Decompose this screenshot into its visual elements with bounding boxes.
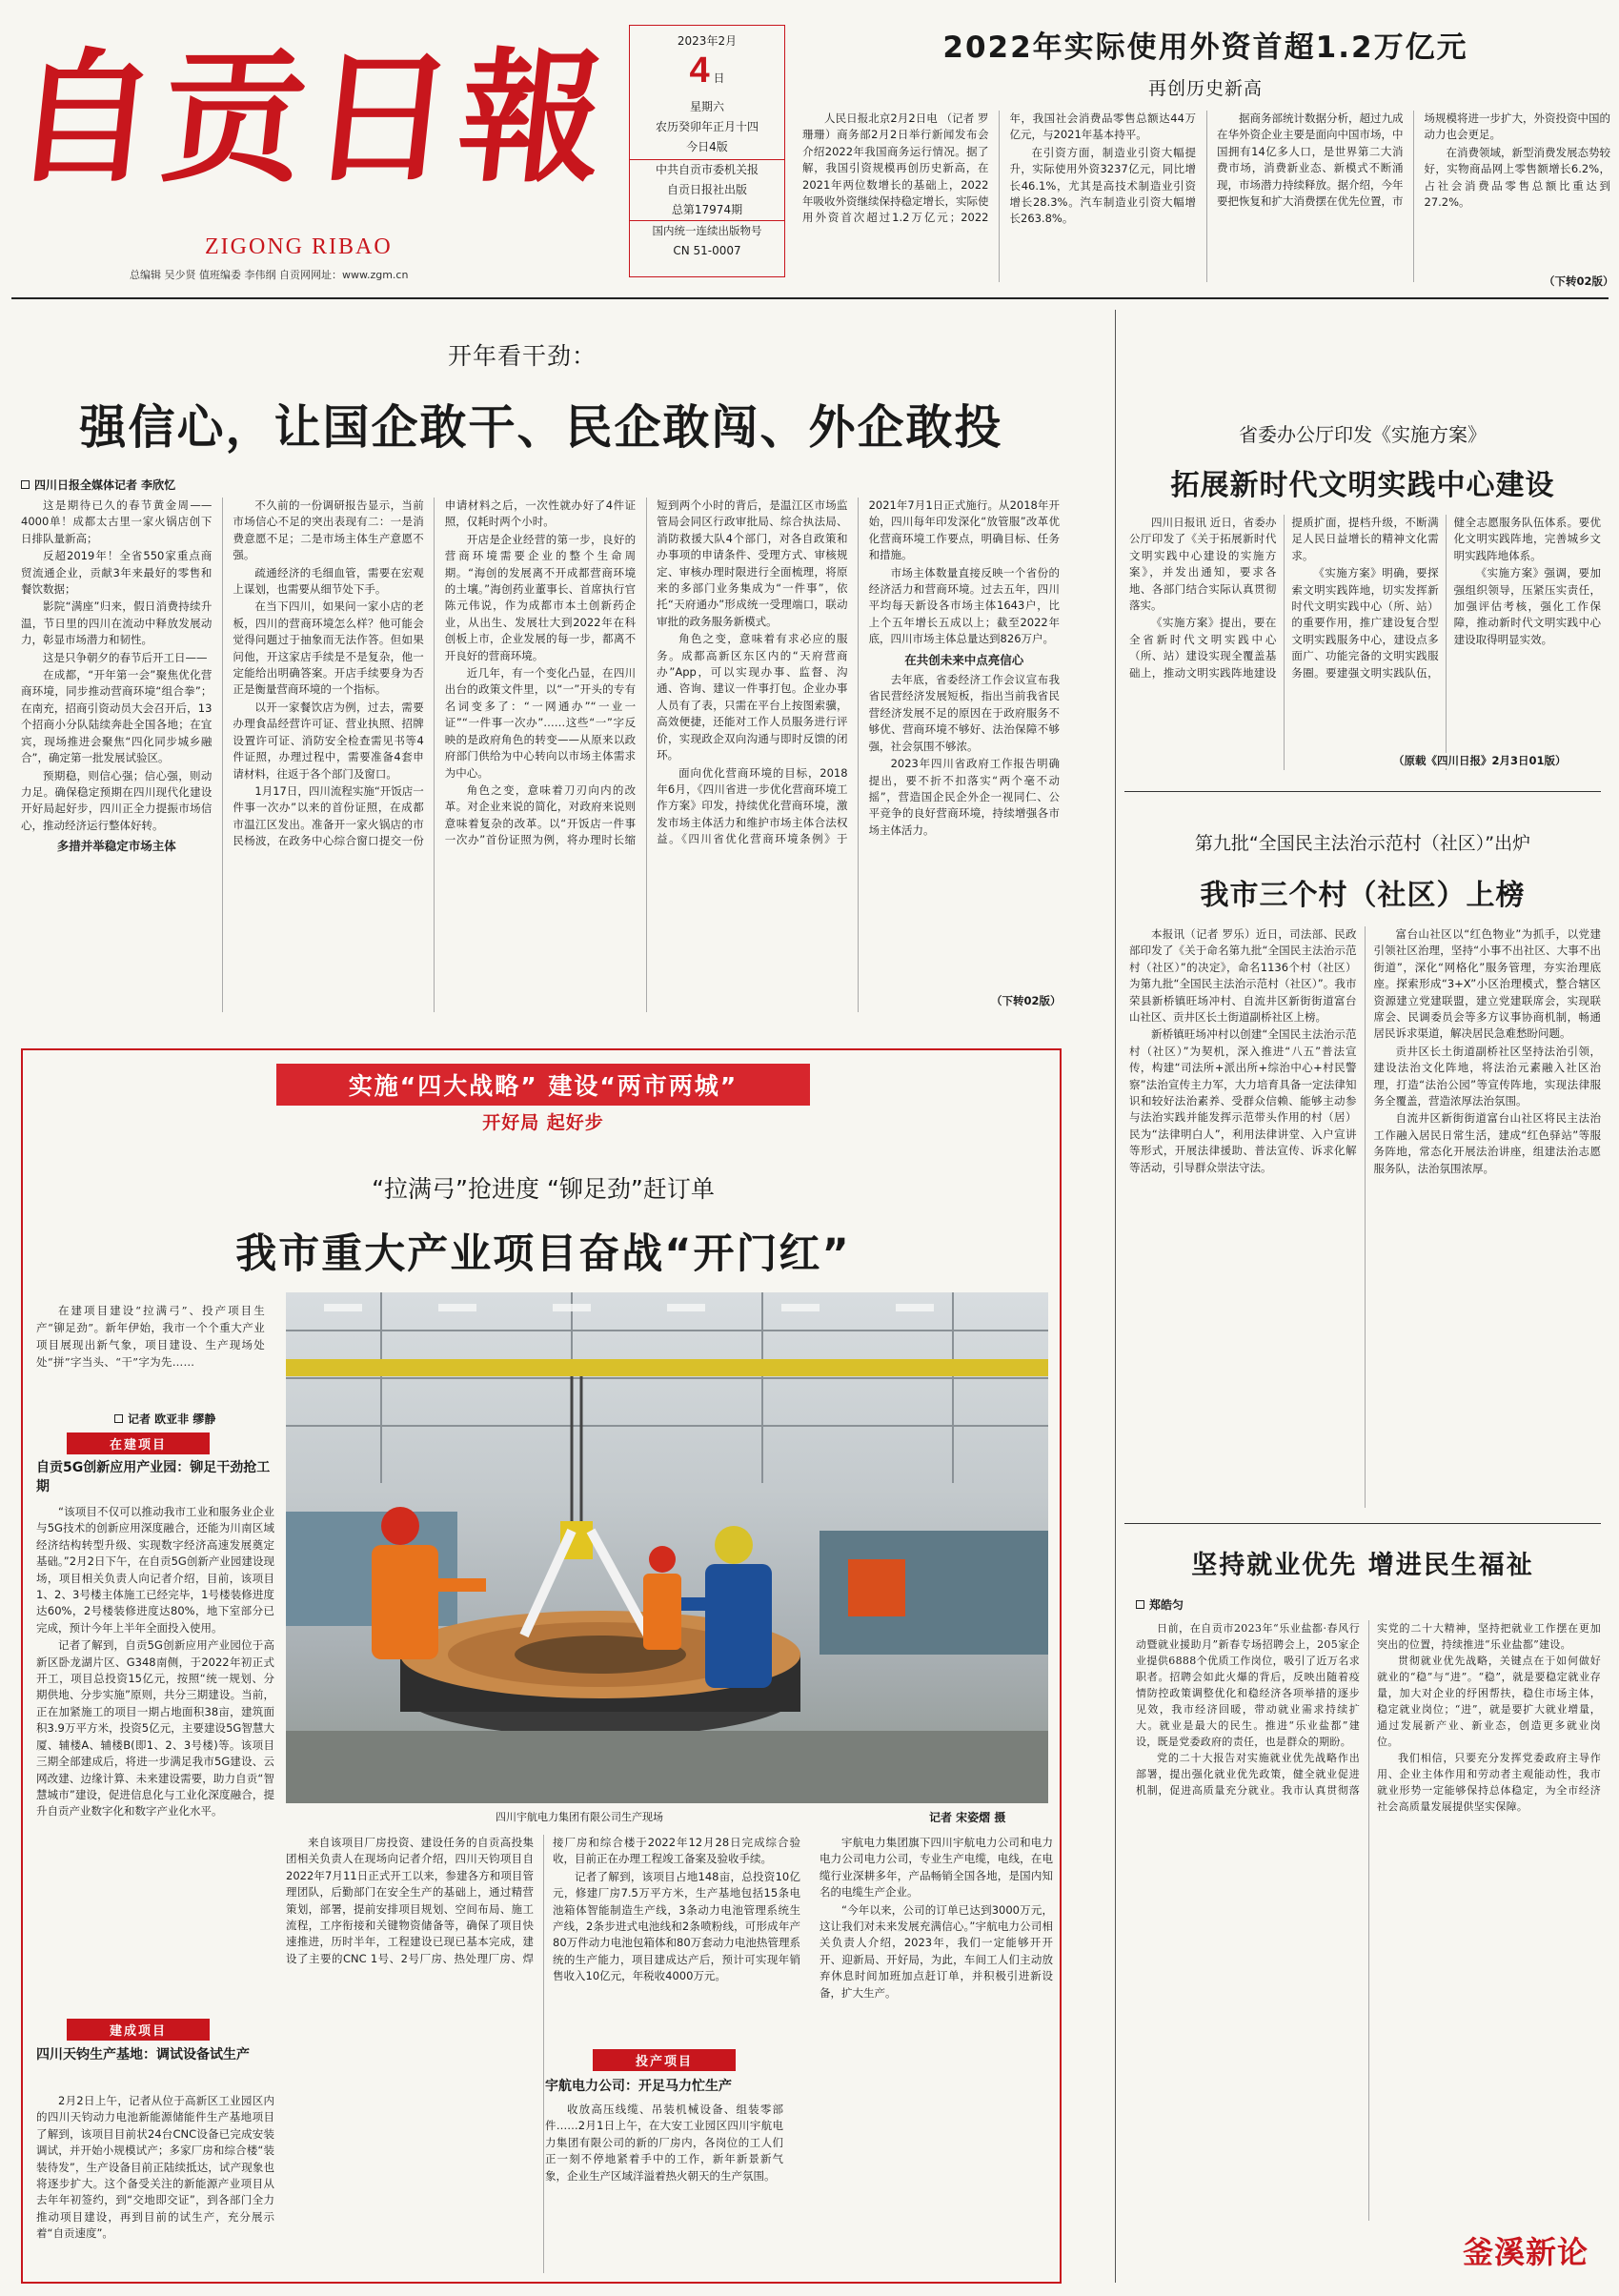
lead-story-paragraph: 角色之变，意味着有求必应的服务。成都高新区东区内的“天府营商办”App，可以实现办事、监督、沟通、咨询、建议一件事打包。企业办事人员有了表，只需在平台上按图索骥，高效便捷，还能对工作人员服务进行评价，实现政企双向沟通与即时反馈的闭环。 xyxy=(657,632,848,762)
byline-box-icon xyxy=(114,1414,123,1423)
feature-item3-title: 宇航电力公司：开足马力忙生产 xyxy=(545,2079,732,2094)
commentary-body xyxy=(1136,1620,1601,2221)
feature-banner-line2: 开好局 起好步 xyxy=(482,1112,604,1133)
feature-item3-body-col2 xyxy=(820,1835,1053,2273)
masthead-char-1: 自 xyxy=(5,34,166,202)
lead-story-paragraph: 去年底，省委经济工作会议宣布我省民营经济发展短板，指出当前我省民营经济发展不足的原因在于政府服务不够优、营商环境不够好、法治保障不够强，社会氛围不够浓。 xyxy=(868,673,1060,753)
commentary-headline: 坚持就业优先 增进民生福祉 xyxy=(1191,1551,1534,1580)
lead-story-paragraph: 近几年，有一个变化凸显，在四川出台的政策文件里，以“一”开头的专有名词变多了：“一网通办”“一业一证”“一件事一次办”……这些“一”字反映的是政府角色的转变——从原来以政府部门供给为中心转向以市场主体需求为中心。 xyxy=(444,666,637,780)
lead-story-paragraph: 反超2019年！全省550家重点商贸流通企业，贡献3年来最好的零售和餐饮数据； xyxy=(21,549,212,597)
feature-intro-text: 在建项目建设“拉满弓”、投产项目生产“铆足劲”。新年伊始，我市一个个重大产业项目展现出新气象，项目建设、生产现场处处“拼”字当头、“干”字为先…… xyxy=(36,1304,265,1369)
issue-day-suffix: 日 xyxy=(713,71,725,85)
masthead-staff-line: 总编辑 吴少贤 值班编委 李伟纲 自贡网网址：www.zgm.cn xyxy=(130,269,409,281)
feature-tag-in-construction: 在建项目 xyxy=(67,1432,210,1454)
right-story2-kicker: 第九批“全国民主法治示范村（社区）”出炉 xyxy=(1194,833,1531,854)
masthead-divider xyxy=(11,297,1609,299)
feature-intro xyxy=(36,1302,265,1416)
masthead-char-3: 日 xyxy=(302,34,463,202)
feature-item2-paragraph: 记者了解到，该项目占地148亩，总投资10亿元，修建厂房7.5万平方米，生产基地包括15条电池箱体智能制造生产线，3条动力电池管理系统生产线，2条步进式电池线和2条喷粉线，可形成年产80万件动力电池包箱体和80万套动力电池热管理系统的生产能力，项目建成达产后，预计可实现年销售收入10亿元，年税收4000万元。 xyxy=(553,1869,800,1983)
top-story-paragraph: 人民日报北京2月2日电 （记者 罗珊珊）商务部2月2日举行新闻发布会介绍2022年我国商务运行情况。据了解，我国引资规模再创历史新高，在2021年两位数增长的基础上，2022年吸收外资继续保持稳定增长，实际使用外资首次超过1.2万亿元；2022年，我国社会消费品零售总额达44万亿元，与2021年基本持平。 xyxy=(802,112,1196,225)
right-story2-body xyxy=(1129,926,1601,1508)
lead-story-paragraph: 影院“满座”归来，假日消费持续升温，节日里的四川在流动中释放发展动力，彰显市场潜力和韧性。 xyxy=(21,599,212,647)
feature-item3-paragraph: “今年以来，公司的订单已达到3000万元，这让我们对未来发展充满信心。”宇航电力公司相关负责人介绍，2023年，我们一定能够开开开、迎新局、开好局，为此，车间工人们主动放弃休息时间加班加点赶订单，并积极引进新设备，扩大生产。 xyxy=(820,1902,1053,2000)
right-story1-paragraph: 《实施方案》明确，要探索文明实践阵地，切实发挥新时代文明实践中心（所、站）的重要作用，推广建设复合型文明实践服务中心，建设点多面广、功能完备的文明实践服务圈。要建强文明实践队伍，健全志愿服务队伍体系。要优化文明实践阵地，完善城乡文明实践阵地体系。 xyxy=(1291,516,1601,680)
lead-story-section-head: 在共创未来中点亮信心 xyxy=(904,652,1024,667)
right-story1-source: （原载《四川日报》2月3日01版） xyxy=(1393,754,1567,767)
feature-item2-paragraph: 来自该项目厂房投资、建设任务的自贡高投集团相关负责人在现场向记者介绍，四川天钧项目自2022年7月11日正式开工以来，参建各方和项目管理团队，后勤部门在安全生产的基础上，通过精营策划，部署，提前安排项目规划、空间布局、施工流程，工序衔接和关键物资储备等，确保了项目快速推进，历时半年，工程建设已现已基本完成，建设了主要的CNC 1号、2号厂房、热处理厂房、焊接厂房和综合楼于2022年12月28日完成综合验收，目前正在办理工程竣工备案及验收手续。 xyxy=(286,1836,800,1965)
byline-box-icon xyxy=(21,480,30,489)
lead-story-paragraph: 2023年四川省政府工作报告明确提出，要不折不扣落实“两个毫不动摇”，营造国企民企外企一视同仁、公平竞争的良好营商环境，持续增强各市场主体活力。 xyxy=(868,757,1060,837)
masthead-char-2: 贡 xyxy=(153,34,314,202)
feature-tag-production: 投产项目 xyxy=(593,2049,736,2071)
commentary-paragraph: 贯彻就业优先战略，关键点在于如何做好就业的“稳”与“进”。“稳”，就是要稳定就业存量，加大对企业的纾困帮扶，稳住市场主体，稳定就业岗位；“进”，就是要扩大就业增量，通过发展新产业、新业态，创造更多就业岗位。 xyxy=(1377,1655,1601,1748)
feature-item3-paragraph: 收放高压线缆、吊装机械设备、组装零部件……2月1日上午，在大安工业园区四川宇航电力集团有限公司的新的厂房内，各岗位的工人们正一刻不停地紧着手中的工作，新年新景新气象，企业生产区域洋溢着热火朝天的生产氛围。 xyxy=(545,2103,783,2183)
issue-info-box xyxy=(629,25,785,277)
right-story2-paragraph: 自流井区新街街道富台山社区将民主法治工作融入居民日常生活，建成“红色驿站”等服务阵地，常态化开展法治讲座，组建法治志愿服务队，法治氛围浓厚。 xyxy=(1373,1111,1601,1175)
right-story1-paragraph: 《实施方案》强调，要加强组织领导，压紧压实责任，加强评估考核，强化工作保障，推动新时代文明实践中心建设取得明显实效。 xyxy=(1453,566,1601,646)
lead-story-paragraph: 疏通经济的毛细血管，需要在宏观上谋划，也需要从细节处下手。 xyxy=(233,565,424,597)
lead-story-paragraph: 面向优化营商环境的目标，2018年6月，《四川省进一步优化营商环境工作方案》印发，持续优化营商环境，激发市场主体活力和维护市场主体合法权益。《四川省优化营商环境条例》于2021年7月1日正式施行。从2018年开始，四川每年印发深化“放管服”改革优化营商环境工作要点，明确目标、任务和措施。 xyxy=(657,498,1060,846)
right-story1-headline: 拓展新时代文明实践中心建设 xyxy=(1170,469,1555,502)
right-story2-paragraph: 贡井区长土街道副桥社区坚持法治引领，建设法治文化阵地，将法治元素融入社区治理，打造“法治公园”等宣传阵地，实现法律服务全覆盖，营造浓厚法治氛围。 xyxy=(1373,1044,1601,1108)
right-story1-body xyxy=(1129,515,1601,770)
issue-cn-label: 国内统一连续出版物号 xyxy=(630,220,784,241)
lead-story-continued: （下转02版） xyxy=(991,994,1062,1007)
right-story1-paragraph: 四川日报讯 近日，省委办公厅印发了《关于拓展新时代文明实践中心建设的实施方案》，并发出通知，要求各地、各部门结合实际认真贯彻落实。 xyxy=(1129,516,1277,613)
masthead-pinyin: ZIGONG RIBAO xyxy=(205,234,393,259)
right-story-divider xyxy=(1124,791,1601,792)
masthead-title xyxy=(5,23,612,223)
top-story-body xyxy=(802,111,1610,282)
lead-story-kicker: 开年看干劲： xyxy=(448,342,597,370)
masthead-char-4: 報 xyxy=(451,34,612,202)
issue-day: 4 xyxy=(689,51,710,91)
lead-story-body xyxy=(21,498,1060,1012)
commentary-paragraph: 党的二十大报告对实施就业优先战略作出部署，提出强化就业优先政策，健全就业促进机制，促进高质量充分就业。我市认真贯彻落实党的二十大精神，坚持把就业工作摆在更加突出的位置，持续推进“乐业盐都”建设。 xyxy=(1136,1622,1601,1797)
top-story-paragraph: 在引资方面，制造业引资大幅提升，实际使用外资3237亿元，同比增长46.1%，尤其是高技术制造业引资增长28.3%。汽车制造业引资大幅增长263.8%。 xyxy=(1009,145,1196,226)
right-story1-paragraph: 《实施方案》提出，要在全省新时代文明实践中心（所、站）建设实现全覆盖基础上，推动文明实践阵地建设提质扩面，提档升级，不断满足人民日益增长的精神文化需求。 xyxy=(1129,516,1439,680)
feature-photo xyxy=(286,1292,1048,1803)
feature-item3-block xyxy=(545,2049,783,2268)
issue-year-month: 2023年2月 xyxy=(677,34,738,48)
top-story-paragraph: 据商务部统计数据分析，超过九成在华外资企业主要是面向中国市场，中国拥有14亿多人口，是世界第二大消费市场，消费新业态、新模式不断涌现，市场潜力持续释放。据介绍，今年要把恢复和扩大消费摆在优先位置，市场规模将进一步扩大，外资投资中国的动力也会更足。 xyxy=(1217,112,1610,209)
right-story-divider xyxy=(1124,1523,1601,1524)
lead-story-paragraph: 开店是企业经营的第一步，良好的营商环境需要企业的整个生命周期。“海创的发展离不开成都营商环境的土壤。”海创药业董事长、首席执行官陈元伟说，作为成都市本土创新药企业，从出生、发展壮大到2022年在科创板上市，企业发展的每一步，都离不开良好的营商环境。 xyxy=(444,532,637,662)
feature-kicker: “拉满弓”抢进度 “铆足劲”赶订单 xyxy=(372,1175,715,1203)
top-story-paragraph: 在消费领域，新型消费发展态势较好，实物商品网上零售额增长6.2%，占社会消费品零售总额比重达到27.2%。 xyxy=(1424,145,1610,210)
commentary-byline xyxy=(1136,1596,1184,1613)
lead-story-paragraph: 这是只争朝夕的春节后开工日—— xyxy=(43,650,208,664)
feature-item1-title: 自贡5G创新应用产业园：铆足干劲抢工期 xyxy=(36,1460,271,1494)
issue-weekday: 星期六 xyxy=(689,100,724,113)
lead-story-paragraph: 以开一家餐饮店为例，过去，需要办理食品经营许可证、营业执照、招牌设置许可证、消防安全检查需见书等4件证照，办理过程中，需要准备4套申请材料，往返于各个部门及窗口。 xyxy=(233,700,424,781)
issue-day-row xyxy=(630,51,784,97)
commentary-paragraph: 日前，在自贡市2023年“乐业盐都·春风行动暨就业援助月”新春专场招聘会上，205家企业提供6888个优质工作岗位，吸引了近万名求职者。招聘会如此火爆的背后，反映出随着疫情防控政策调整优化和稳经济各项举措的逐步见效，我市经济回暖，带动就业需求持续扩大。就业是最大的民生。推进“乐业盐都”建设，既是党委政府的责任，也是群众的期盼。 xyxy=(1136,1622,1360,1748)
commentary-byline-text: 郑皓匀 xyxy=(1149,1598,1184,1612)
feature-item2-title: 四川天钧生产基地：调试设备试生产 xyxy=(36,2047,250,2062)
issue-sponsor: 中共自贡市委机关报 xyxy=(630,159,784,180)
feature-banner-line1: 实施“四大战略” 建设“两市两城” xyxy=(276,1064,810,1106)
issue-lunar: 农历癸卯年正月十四 xyxy=(655,120,759,133)
feature-item3-paragraph: 宇航电力集团旗下四川宇航电力公司和电力电力公司电力公司，专业生产电缆，电线，在电缆行业深耕多年，产品畅销全国各地，是国内知名的电缆生产企业。 xyxy=(820,1836,1053,1900)
lead-story-byline xyxy=(21,477,175,493)
top-story-subhead: 再创历史新高 xyxy=(1147,78,1263,99)
feature-byline-text: 记者 欧亚非 缪静 xyxy=(128,1412,216,1426)
right-story2-headline: 我市三个村（社区）上榜 xyxy=(1200,879,1526,912)
commentary-column-logo: 釜溪新论 xyxy=(1463,2234,1589,2270)
right-story1-kicker: 省委办公厅印发《实施方案》 xyxy=(1239,423,1487,446)
lead-story-paragraph: 预期稳，则信心强；信心强，则动力足。确保稳定预期在四川现代化建设开好局起好步，四川正全力提振市场信心，推动经济运行整体好转。 xyxy=(21,768,212,832)
issue-publisher: 自贡日报社出版 xyxy=(666,183,747,196)
feature-byline xyxy=(114,1411,215,1427)
lead-story-paragraph: 在成都，“开年第一会”聚焦优化营商环境，同步推动营商环境“组合拳”；在南充，招商引资动员大会召开后，13个招商小分队陆续奔赴全国各地；在宜宾，现场推进会聚焦“四化同步城乡融合”，确定第一批发展试验区。 xyxy=(21,668,212,765)
lead-story-paragraph: 不久前的一份调研报告显示，当前市场信心不足的突出表现有二：一是消费意愿不足；二是市场主体生产意愿不强。 xyxy=(233,498,424,562)
feature-photo-caption: 四川宇航电力集团有限公司生产现场 xyxy=(496,1811,663,1823)
masthead xyxy=(0,0,629,281)
right-story2-paragraph: 富台山社区以“红色物业”为抓手，以党建引领社区治理，坚持“小事不出社区、大事不出街道”，深化“网格化”服务管理，夯实治理底座。探索形成“3+X”小区治理模式，整合辖区资源建立党建联盟，建立党建联席会，实现联席会、民调委员会等多方议事协商机制，畅通居民诉求渠道，解决居民急难愁盼问题。 xyxy=(1373,927,1601,1041)
right-story2-paragraph: 新桥镇旺场冲村以创建“全国民主法治示范村（社区）”为契机，深入推进“八五”普法宣传，构建“司法所+派出所+综治中心+村民警察”法治宣传主力军，大力培育具备一定法律知识和较好法治素养、受群众信赖、能够主动参与法治实践并能发挥示范带头作用的村（居）民为“法律明白人”，利用法律讲堂、入户宣讲等形式，开展法律援助、普法宣传、诉求化解等活动，引导群众崇法守法。 xyxy=(1129,1027,1357,1174)
feature-banner xyxy=(276,1064,810,1134)
feature-item2-body-col1 xyxy=(36,2093,274,2274)
top-story-continued: （下转02版） xyxy=(1544,274,1614,288)
lead-story-section-head: 多措并举稳定市场主体 xyxy=(56,839,176,854)
byline-box-icon xyxy=(1136,1600,1144,1609)
lead-story-paragraph: 这是期待已久的春节黄金周——4000单！成都太古里一家火锅店创下日排队量新高； xyxy=(21,498,212,545)
commentary-paragraph: 我们相信，只要充分发挥党委政府主导作用、企业主体作用和劳动者主观能动性，我市就业形势一定能够保持总体稳定，为全市经济社会高质量发展提供坚实保障。 xyxy=(1377,1752,1601,1813)
feature-item1-paragraph: 记者了解到，自贡5G创新应用产业园位于高新区卧龙湖片区、G348南侧，于2022年初正式开工，项目总投资15亿元，按照“统一规划、分期供地、分步实施”原则，共分三期建设。当前，正在加紧施工的项目一期占地面积38亩，建筑面积3.9万平方米，投资5亿元，主要建设5G智慧大厦、辅楼A、辅楼B(即1、2、3号楼)等。该项目三期全部建成后，将进一步满足我市5G建设、云网改建、边缘计算、未来建设需要，助力自贡“智慧城市”建设，促进信息化与工业化深度融合，提升自贡产业数字化和数字产业化水平。 xyxy=(36,1638,274,1819)
lead-story-paragraph: 在当下四川，如果问一家小店的老板，四川的营商环境怎么样？他可能会觉得问题过于抽象而无法作答。但如果问他，开这家店手续是不是复杂，他一定能给出明确答案。开店手续要身为否正是衡量营商环境的一个指标。 xyxy=(233,599,424,697)
feature-photo-credit: 记者 宋姿熠 摄 xyxy=(929,1811,1006,1824)
feature-item1-paragraph: “该项目不仅可以推动我市工业和服务业企业与5G技术的创新应用深度融合，还能为川南区域经济结构转型升级、实现数字经济高速发展奠定基础。”2月2日下午，在自贡5G创新产业园建设现场，项目相关负责人向记者介绍，目前，该项目1、2、3号楼主体施工已经完毕，1号楼装修进度达60%，2号楼装修进度达80%，地下室部分已完成，预计今年上半年全面投入使用。 xyxy=(36,1505,274,1635)
lead-story-paragraph: 1月17日，四川流程实施“开饭店一件事一次办”以来的首份证照，在成都市温江区发出。准备开一家火锅店的市民杨波，在政务中心综合窗口提交一份申请材料之后，一次性就办好了4件证照，仅耗时两个小时。 xyxy=(233,498,637,848)
lead-story-paragraph: 角色之变，意味着刀刃向内的改革。对企业来说的简化，对政府来说则意味着复杂的改革。以“开饭店一件事一次办”首份证照为例，将办理时长缩短到两个小时的背后，是温江区市场监管局会同区行政审批局、综合执法局、消防救援大队4个部门，对各自政策和办事项的申请条件、受理方式、审核规定、审核办理时限进行全面梳理，将原来的多部门业务集成为“一件事”，依托“天府通办”形成统一受理端口，联动审批的政务服务新模式。 xyxy=(444,498,848,847)
issue-serial: 总第17974期 xyxy=(671,203,743,216)
lead-story-byline-text: 四川日报全媒体记者 李欣忆 xyxy=(34,478,176,492)
issue-pages: 今日4版 xyxy=(686,140,728,153)
column-divider xyxy=(1115,310,1116,2283)
lead-story-headline: 强信心，让国企敢干、民企敢闯、外企敢投 xyxy=(79,400,1003,455)
factory-scene-illustration xyxy=(286,1292,1048,1803)
lead-story-paragraph: 市场主体数量直接反映一个省份的经济活力和营商环境。过去五年，四川平均每天新设各市场主体1643户，比上个五年增长五成以上；截至2022年底，四川市场主体总量达到826万户。 xyxy=(868,565,1060,646)
top-story-headline: 2022年实际使用外资首超1.2万亿元 xyxy=(942,30,1468,65)
feature-item1-body xyxy=(36,1504,274,2000)
feature-item2-paragraph: 2月2日上午，记者从位于高新区工业园区内的四川天钧动力电池新能源储能件生产基地项目了解到，该项目目前状24台CNC设备已完成安装调试，并开始小规模试产；多家厂房和综合楼“装装待发”，生产设备目前正陆续抵达，试产现象也将逐步扩大。这个备受关注的新能源产业项目从去年年初签约，到“交地即交证”，到各部门全力推动项目建设，再到目前的试生产，充分展示着“自贡速度”。 xyxy=(36,2094,274,2241)
feature-headline: 我市重大产业项目奋战“开门红” xyxy=(235,1230,851,1278)
issue-cn-number: CN 51-0007 xyxy=(673,244,741,257)
right-story2-paragraph: 本报讯（记者 罗乐）近日，司法部、民政部印发了《关于命名第九批“全国民主法治示范村（社区）”的决定》，命名1136个村（社区）为第九批“全国民主法治示范村（社区）”。我市荣县新桥镇旺场冲村、自流井区新街街道富台山社区、贡井区长土街道副桥社区上榜。 xyxy=(1129,927,1357,1025)
feature-tag-completed: 建成项目 xyxy=(67,2019,210,2041)
feature-item3-body-col1 xyxy=(545,2102,783,2254)
